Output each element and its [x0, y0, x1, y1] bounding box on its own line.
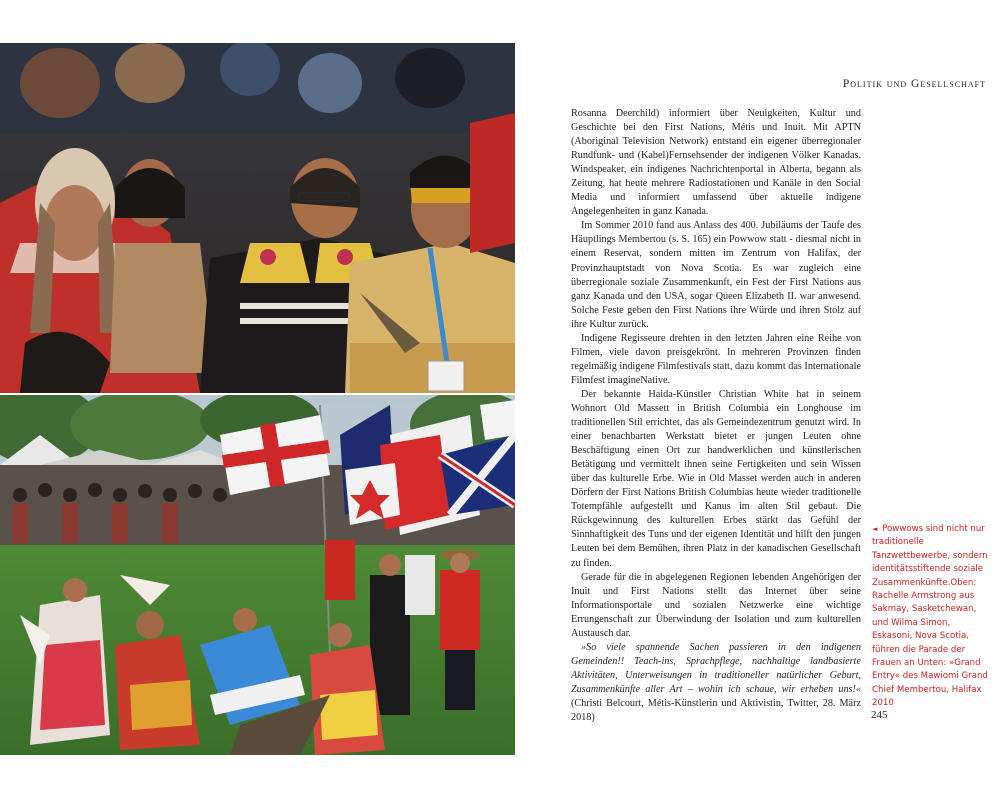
page-number: 245	[871, 709, 888, 721]
quote-paragraph	[571, 641, 861, 725]
body-paragraph: Indigene Regisseure drehten in den letzten Jahren eine Reihe von Filmen, viele davon preisgekrönt. In mehreren Provinzen finden regelmäßig indigene Filmfestivals statt, dazu kommt das Internationale Filmfest imagineNative.	[571, 332, 861, 386]
caption-text: Powwows sind nicht nur traditionelle Tanzwettbewerbe, sondern identitätsstiftende soziale Zusammenkünfte.Oben: Rachelle Armstrong aus Sakmay, Sasketchewan, und Wilma Simon, Eskasoni, Nova Scotia, führen die Parade der Frauen an Unten: »Grand Entry« des Mawiomi Grand Chief Membertou, Halifax 2010	[872, 524, 988, 709]
body-paragraph: Gerade für die in abgelegenen Regionen lebenden Angehörigen der Inuit und First Nations stellt das Internet über seine Informationsportale und sozialen Netzwerke eine wichtige Errungenschaft zur Überwindung der Isolation und zum kulturellen Austausch dar.	[571, 571, 861, 639]
photo-women-parade-image	[0, 43, 515, 393]
photo-women-parade	[0, 43, 515, 393]
caption-marker-icon: ◄	[872, 525, 878, 533]
body-paragraph: Rosanna Deerchild) informiert über Neuigkeiten, Kultur und Geschichte bei den First Nations, Métis und Inuit. Mit APTN (Aboriginal Television Network) entstand ein eigener überregionaler Rundfunk- und (Kabel)Fernsehsender der indigenen Völker Kanadas. Windspeaker, ein indigenes Nachrichtenportal in Alberta, begann als Zeitung, hat heute mehrere Radiostationen und Kanäle in den Social Media und informiert umfassend über aktuelle indigene Angelegenheiten in ganz Kanada.	[571, 108, 861, 218]
running-head: Politik und Gesellschaft	[842, 78, 986, 90]
photo-caption	[872, 523, 990, 711]
quote-attribution: (Christi Belcourt, Métis-Künstlerin und Aktivistin, Twitter, 28. März 2018)	[571, 697, 861, 724]
body-text	[571, 107, 861, 725]
quote-text: »So viele spannende Sachen passieren in den indigenen Gemeinden!! Teach-ins, Sprachpflege, nachhaltige landbasierte Aktivitäten, Unterweisungen in traditioneller natürlicher Geburt, Zusammenkünfte aller Art – wohin ich schaue, wir erheben uns!«	[571, 641, 861, 695]
photo-grand-entry	[0, 395, 515, 755]
body-paragraph: Im Sommer 2010 fand aus Anlass des 400. Jubiläums der Taufe des Häuptlings Membertou (s. S. 165) ein Powwow statt - diesmal nicht in einem Reservat, sondern mitten im Zentrum von Halifax, der Provinzhauptstadt von Nova Scotia. Es war zugleich eine überregionale soziale Zusammenkunft, ein Fest der First Nations aus ganz Kanada und den USA, sogar Queen Elizabeth II. war anwesend. Solche Feste geben den First Nations ihre Würde und ihren Stolz auf ihre Kultur zurück.	[571, 220, 861, 330]
body-paragraph: Der bekannte Haida-Künstler Christian White hat in seinem Wohnort Old Massett in British Columbia ein Longhouse im traditionellen Stil errichtet, das als Gemeindezentrum genutzt wird. In einer benachbarten Werkstatt bietet er jungen Leuten ohne Beschäftigung einen Ort zur handwerklichen und künstlerischen Betätigung und vermittelt ihnen seine Fertigkeiten und sein Wissen über das kulturelle Erbe. Wie in Old Masset werden auch in anderen Dörfern der First Nations British Columbias heute wieder traditionelle Totempfähle aufgestellt und Kanus im alten Stil gebaut. Die Rückgewinnung des kulturellen Erbes stärkt das Gefühl der Sinnhaftigkeit des Tuns und der eigenen Identität und hilft den jungen Leuten bei dem Bemühen, ihren Platz in der kanadischen Gesellschaft zu finden.	[571, 388, 861, 569]
photo-grand-entry-image	[0, 395, 515, 755]
